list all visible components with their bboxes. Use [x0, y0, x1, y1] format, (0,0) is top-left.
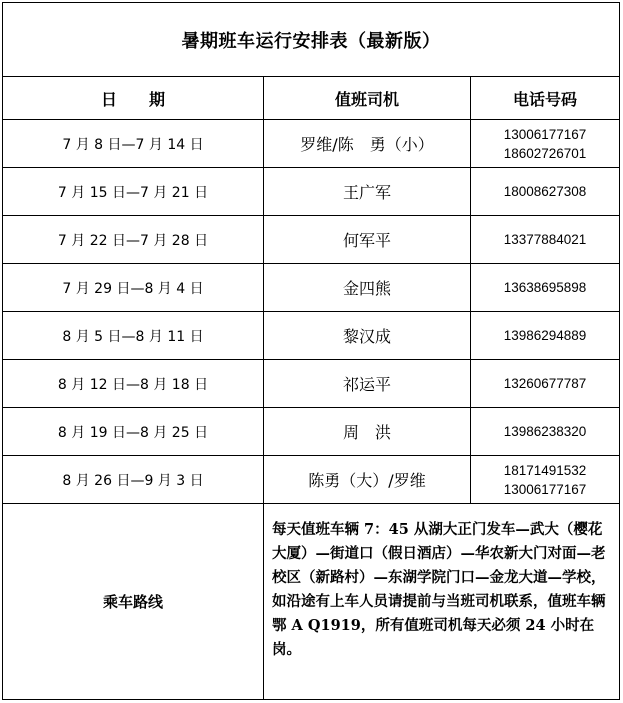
driver-name: 黎汉成	[264, 312, 471, 360]
table-row	[3, 312, 620, 360]
table-row	[3, 408, 620, 456]
table-row	[3, 360, 620, 408]
phone-number: 13986294889	[503, 328, 587, 343]
date-range: 7 月 29 日—8 月 4 日	[3, 264, 264, 312]
phone-number: 13377884021	[503, 232, 587, 247]
date-range: 8 月 5 日—8 月 11 日	[3, 312, 264, 360]
table-row	[3, 456, 620, 504]
table-row	[3, 120, 620, 168]
phone-number: 18008627308	[503, 184, 587, 199]
header-phone: 电话号码	[471, 77, 620, 120]
phone-numbers	[471, 360, 620, 408]
driver-name: 周 洪	[264, 408, 471, 456]
phone-number: 18171491532	[503, 462, 587, 478]
date-range: 8 月 12 日—8 月 18 日	[3, 360, 264, 408]
header-driver: 值班司机	[264, 77, 471, 120]
date-range: 8 月 26 日—9 月 3 日	[3, 456, 264, 504]
phone-numbers	[471, 120, 620, 168]
phone-number: 18602726701	[503, 145, 587, 161]
table-row	[3, 216, 620, 264]
table-row	[3, 264, 620, 312]
driver-name: 陈勇（大）/罗维	[264, 456, 471, 504]
phone-number: 13260677787	[503, 376, 587, 391]
phone-numbers	[471, 216, 620, 264]
date-range: 7 月 22 日—7 月 28 日	[3, 216, 264, 264]
header-date: 日 期	[3, 77, 264, 120]
driver-name: 罗维/陈 勇（小）	[264, 120, 471, 168]
driver-name: 金四熊	[264, 264, 471, 312]
phone-numbers	[471, 264, 620, 312]
phone-numbers	[471, 168, 620, 216]
schedule-table	[2, 2, 620, 700]
schedule-document	[2, 2, 619, 699]
route-description: 每天值班车辆 7：45 从湖大正门发车—武大（樱花大厦）—街道口（假日酒店）—华农新大门对面—老校区（新路村）—东湖学院门口—金龙大道—学校，如沿途有上车人员请提前与当班司机联系，值班车辆鄂 A Q1919，所有值班司机每天必须 24 小时在岗。	[264, 504, 620, 700]
header-row	[3, 77, 620, 120]
route-row	[3, 504, 620, 700]
driver-name: 王广军	[264, 168, 471, 216]
driver-name: 祁运平	[264, 360, 471, 408]
table-row	[3, 168, 620, 216]
phone-numbers	[471, 456, 620, 504]
phone-number: 13638695898	[503, 280, 587, 295]
phone-number: 13986238320	[503, 424, 587, 439]
phone-number: 13006177167	[503, 126, 587, 142]
date-range: 7 月 15 日—7 月 21 日	[3, 168, 264, 216]
driver-name: 何军平	[264, 216, 471, 264]
phone-numbers	[471, 408, 620, 456]
table-title: 暑期班车运行安排表（最新版）	[3, 3, 620, 77]
date-range: 7 月 8 日—7 月 14 日	[3, 120, 264, 168]
phone-numbers	[471, 312, 620, 360]
route-label: 乘车路线	[3, 504, 264, 700]
phone-number: 13006177167	[503, 481, 587, 497]
date-range: 8 月 19 日—8 月 25 日	[3, 408, 264, 456]
title-row	[3, 3, 620, 77]
